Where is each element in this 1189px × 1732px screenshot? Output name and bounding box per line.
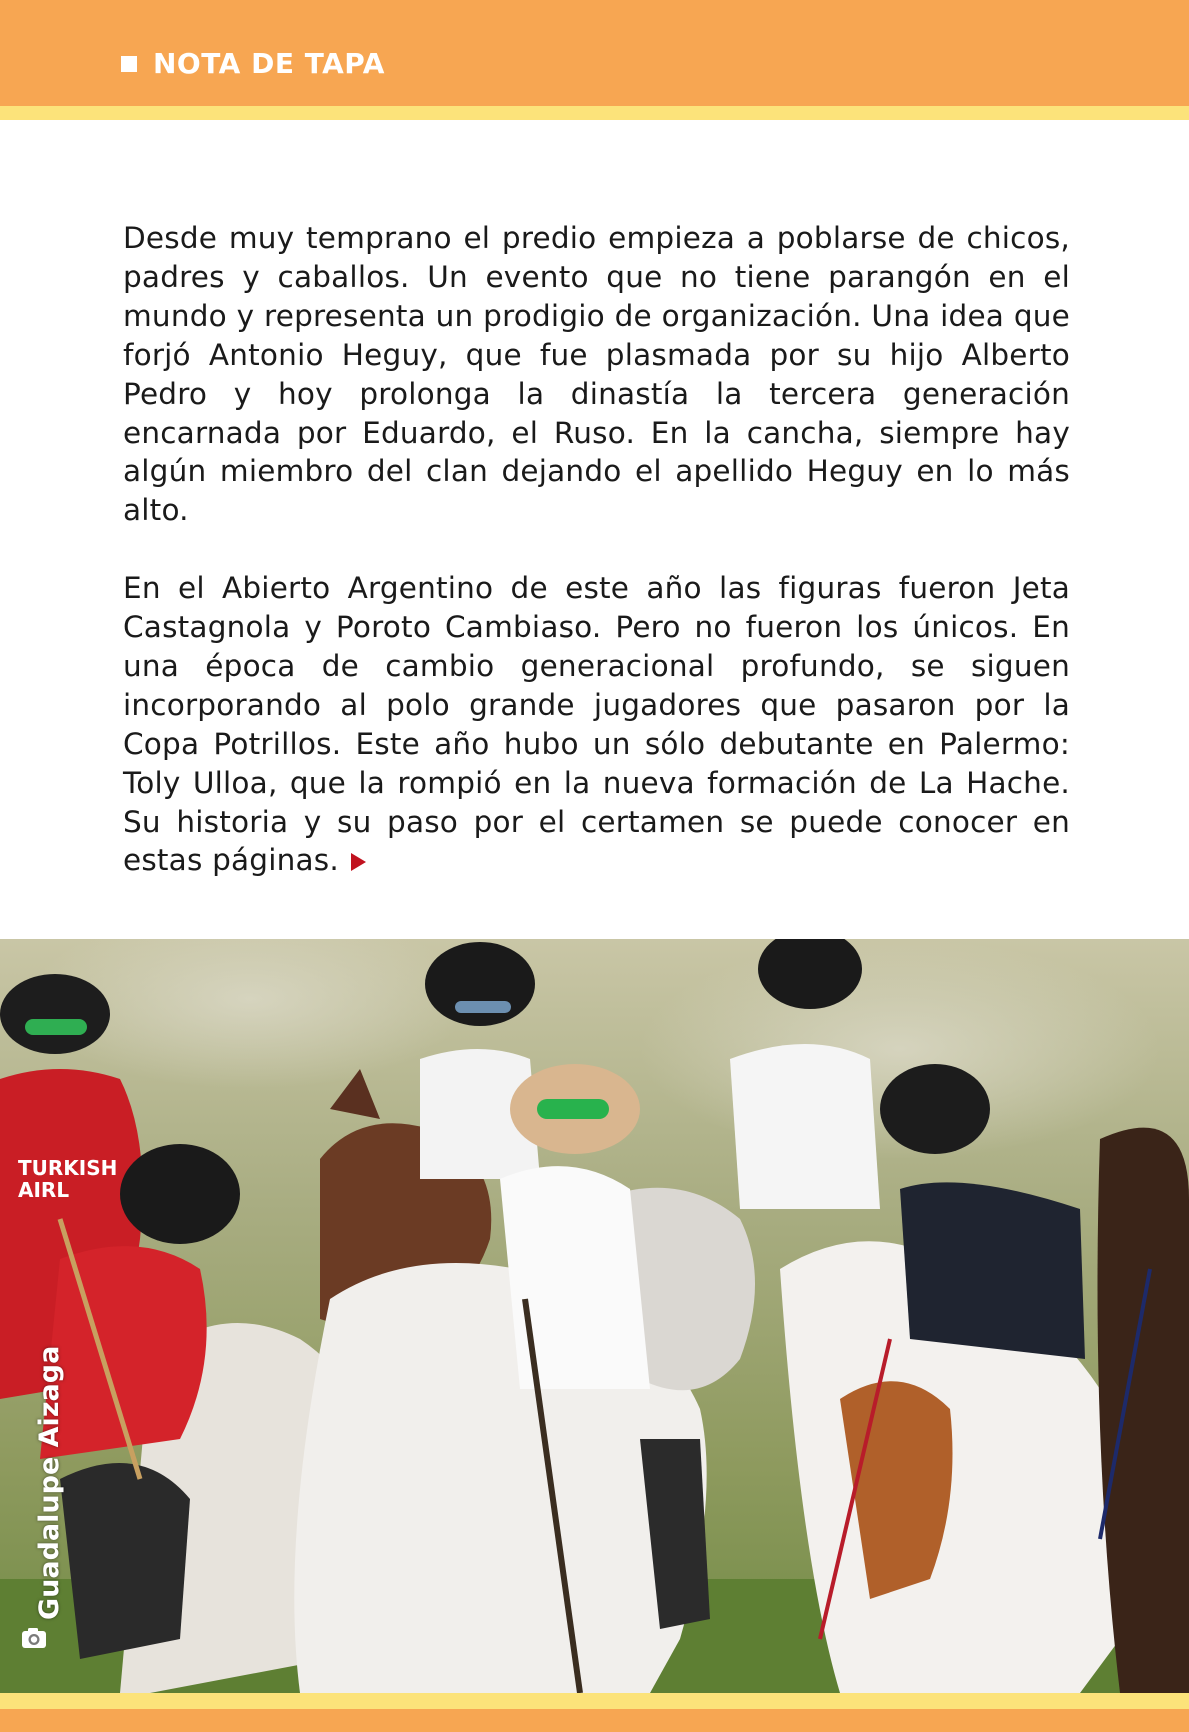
photo-credit bbox=[14, 1320, 65, 1660]
polo-kids-photo bbox=[0, 939, 1189, 1693]
header-stripe bbox=[0, 106, 1189, 120]
camera-icon bbox=[20, 1626, 48, 1650]
svg-text:AIRL: AIRL bbox=[18, 1178, 70, 1202]
article-body bbox=[123, 219, 1070, 880]
photo-credit-text: Guadalupe Aizaga bbox=[34, 1345, 65, 1620]
svg-text:TURKISH: TURKISH bbox=[18, 1156, 118, 1180]
footer-bar bbox=[0, 1709, 1189, 1732]
section-square-icon bbox=[121, 56, 137, 72]
article-paragraph-last bbox=[123, 569, 1070, 880]
end-of-article-icon bbox=[351, 853, 366, 871]
section-label-text: NOTA DE TAPA bbox=[153, 47, 385, 80]
section-label bbox=[121, 47, 385, 80]
footer-stripe bbox=[0, 1693, 1189, 1709]
article-paragraph-text: En el Abierto Argentino de este año las figuras fueron Jeta Castagnola y Poroto Cambiaso. Pero no fueron los únicos. En una época de cambio generacional profundo, se siguen incorporando al polo grande jugadores que pasaron por la Copa Potrillos. Este año hubo un sólo debutante en Palermo: Toly Ulloa, que la rompió en la nueva formación de La Hache. Su historia y su paso por el certamen se puede conocer en estas páginas. bbox=[123, 571, 1070, 878]
article-paragraph: Desde muy temprano el predio empieza a poblarse de chicos, padres y caballos. Un evento que no tiene parangón en el mundo y representa un prodigio de organización. Una idea que forjó Antonio Heguy, que fue plasmada por su hijo Alberto Pedro y hoy prolonga la dinastía la tercera generación encarnada por Eduardo, el Ruso. En la cancha, siempre hay algún miembro del clan dejando el apellido Heguy en lo más alto. bbox=[123, 221, 1070, 528]
